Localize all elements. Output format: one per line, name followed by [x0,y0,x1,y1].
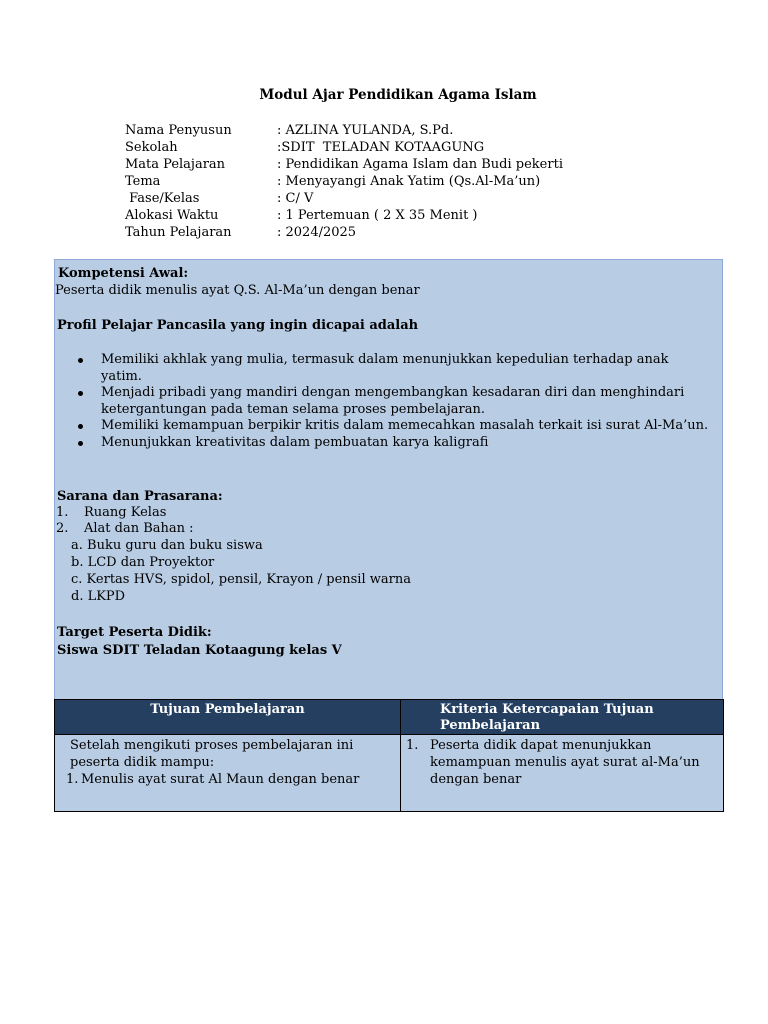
alat-item: d. LKPD [71,589,126,604]
info-panel [54,259,723,700]
sarana-item [56,504,68,521]
kompetensi-heading: Kompetensi Awal: [58,266,189,281]
learning-objectives-table [54,699,724,812]
list-item-text: Menunjukkan kreativitas dalam pembuatan karya kaligrafi [101,434,489,450]
profil-heading: Profil Pelajar Pancasila yang ingin dicapai adalah [57,318,419,333]
meta-label: Tema [125,174,161,189]
meta-row [125,190,725,207]
profil-list [55,352,722,451]
table-cell [55,735,401,812]
target-text: Siswa SDIT Teladan Kotaagung kelas V [57,643,342,658]
bullet-icon [78,441,83,446]
sarana-item-text: Alat dan Bahan : [84,521,194,536]
document-title: Modul Ajar Pendidikan Agama Islam [259,87,537,103]
meta-value: : 2024/2025 [277,225,357,240]
meta-row [125,224,725,241]
meta-label: Tahun Pelajaran [125,225,232,240]
meta-label: Fase/Kelas [125,191,200,206]
meta-value: : AZLINA YULANDA, S.Pd. [277,123,454,138]
list-item-text: Menjadi pribadi yang mandiri dengan mengembangkan kesadaran diri dan menghindari ketergantungan pada teman selama proses pembelajaran. [101,385,685,417]
table-header-row [55,700,724,735]
meta-value: : Pendidikan Agama Islam dan Budi pekerti [277,157,563,172]
column-header-text: Kriteria Ketercapaian Tujuan Pembelajaran [440,702,654,733]
kompetensi-text: Peserta didik menulis ayat Q.S. Al-Ma’un dengan benar [55,283,420,298]
meta-row [125,173,725,190]
list-item-text: Memiliki akhlak yang mulia, termasuk dalam menunjukkan kepedulian terhadap anak yatim. [101,352,669,384]
list-item [406,737,705,788]
intro-text: Setelah mengikuti proses pembelajaran ini peserta didik mampu: [70,738,354,770]
bullet-icon [78,358,83,363]
sarana-heading: Sarana dan Prasarana: [57,489,223,504]
list-item-text: Peserta didik dapat menunjukkan kemampuan menulis ayat surat al-Ma’un dengan benar [430,738,700,787]
alat-item: c. Kertas HVS, spidol, pensil, Krayon / pensil warna [71,572,411,587]
table-row [55,735,724,812]
meta-value: : C/ V [277,191,314,206]
table-cell [401,735,724,812]
list-item-text: Menulis ayat surat Al Maun dengan benar [81,772,360,787]
list-item [55,435,713,452]
meta-label: Nama Penyusun [125,123,232,138]
list-item [55,418,713,435]
sarana-item-number: 1. [56,505,69,520]
cell-content [55,735,400,788]
meta-row [125,207,725,224]
column-header: Tujuan Pembelajaran [55,700,401,735]
list-item-number: 1. [406,738,419,753]
meta-row [125,122,725,139]
meta-row [125,139,725,156]
meta-value: : Menyayangi Anak Yatim (Qs.Al-Ma’un) [277,174,541,189]
list-item-text: Memiliki kemampuan berpikir kritis dalam memecahkan masalah terkait isi surat Al-Ma’un. [101,418,709,433]
cell-content [401,735,723,788]
list-item [55,352,713,385]
meta-row [125,156,725,173]
meta-label: Mata Pelajaran [125,157,226,172]
bullet-icon [78,391,83,396]
alat-item: a. Buku guru dan buku siswa [71,538,263,553]
sarana-item-text: Ruang Kelas [84,505,167,520]
target-heading: Target Peserta Didik: [57,625,212,640]
list-item [55,385,713,418]
sarana-item [56,520,68,537]
bullet-icon [78,424,83,429]
meta-value: : 1 Pertemuan ( 2 X 35 Menit ) [277,208,478,223]
meta-value: :SDIT TELADAN KOTAAGUNG [277,140,485,155]
sarana-item-number: 2. [56,521,69,536]
list-item-number: 1. [66,772,79,787]
alat-item: b. LCD dan Proyektor [71,555,215,570]
meta-label: Sekolah [125,140,178,155]
meta-info [125,122,725,241]
column-header [401,700,724,735]
list-item [66,771,400,788]
meta-label: Alokasi Waktu [125,208,219,223]
